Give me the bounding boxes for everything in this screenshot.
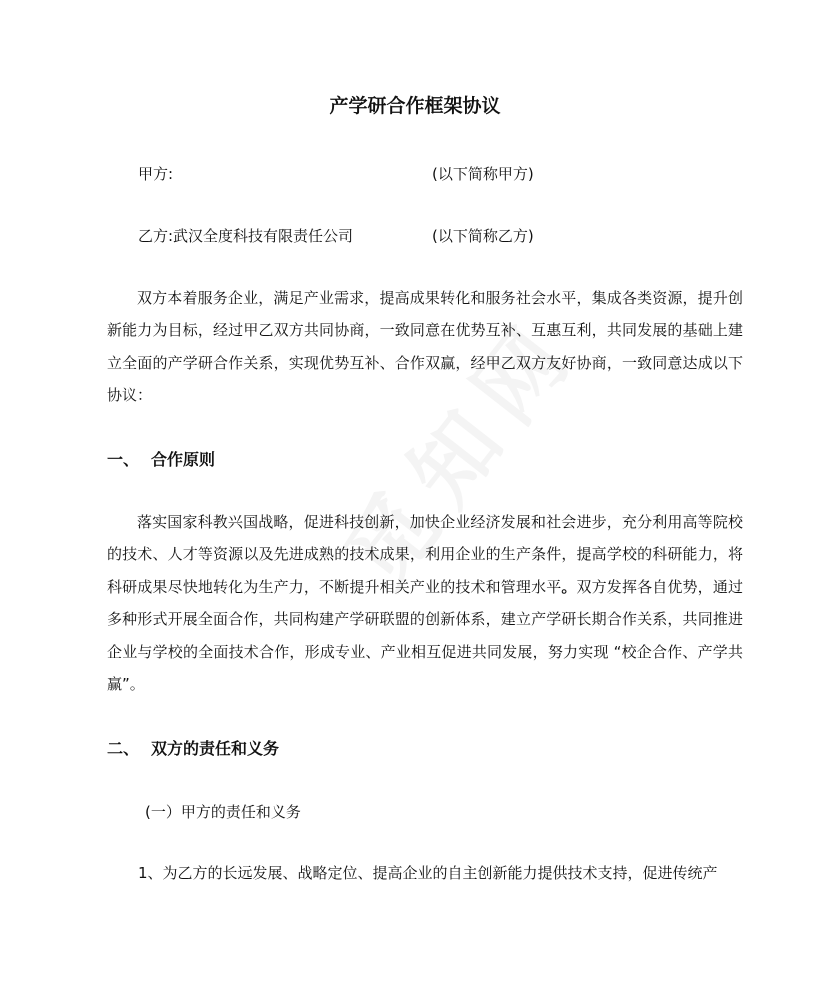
section1-body-part1: 落实国家科教兴国战略，促进科技创新，加快企业经济发展和社会进步，充分利用高等院校的技术、人才等资源以及先进成熟的技术成果，利用企业的生产条件，提高学校的科研能力，将科研成果尽快地转化为生产力，不断提升相关产业的技术和管理水平 (107, 513, 743, 596)
section2-heading (107, 737, 279, 761)
party-b-abbr: (以下简称乙方) (432, 227, 534, 245)
party-a-line (138, 163, 534, 185)
section2-item-1: 1、为乙方的长远发展、战略定位、提高企业的自主创新能力提供技术支持，促进传统产 (138, 864, 718, 882)
document-title: 产学研合作框架协议 (329, 95, 501, 117)
party-b-label: 乙方:武汉全度科技有限责任公司 (138, 227, 354, 245)
section1-title: 合作原则 (151, 450, 216, 469)
section2-title: 双方的责任和义务 (151, 739, 280, 758)
section1-number: 一、 (107, 450, 140, 469)
section1-body-period: 。 (561, 577, 577, 596)
section1-paragraph (107, 506, 743, 700)
section2-subheading: (一）甲方的责任和义务 (145, 803, 301, 821)
party-b-line (138, 225, 534, 247)
party-a-abbr: (以下简称甲方) (432, 165, 534, 183)
intro-paragraph: 双方本着服务企业，满足产业需求，提高成果转化和服务社会水平，集成各类资源，提升创新能力为目标，经过甲乙双方共同协商，一致同意在优势互补、互惠互利，共同发展的基础上建立全面的产学研合作关系，实现优势互补、合作双赢，经甲乙双方友好协商，一致同意达成以下协议： (107, 289, 743, 405)
section1-heading (107, 448, 215, 472)
section2-number: 二、 (107, 739, 140, 758)
section1-body-part2: 双方发挥各自优势，通过多种形式开展全面合作，共同构建产学研联盟的创新体系，建立产学研长期合作关系，共同推进企业与学校的全面技术合作，形成专业、产业相互促进共同发展，努力实现 “校企合作、产学共赢”。 (107, 577, 743, 694)
party-a-label: 甲方: (138, 165, 174, 183)
